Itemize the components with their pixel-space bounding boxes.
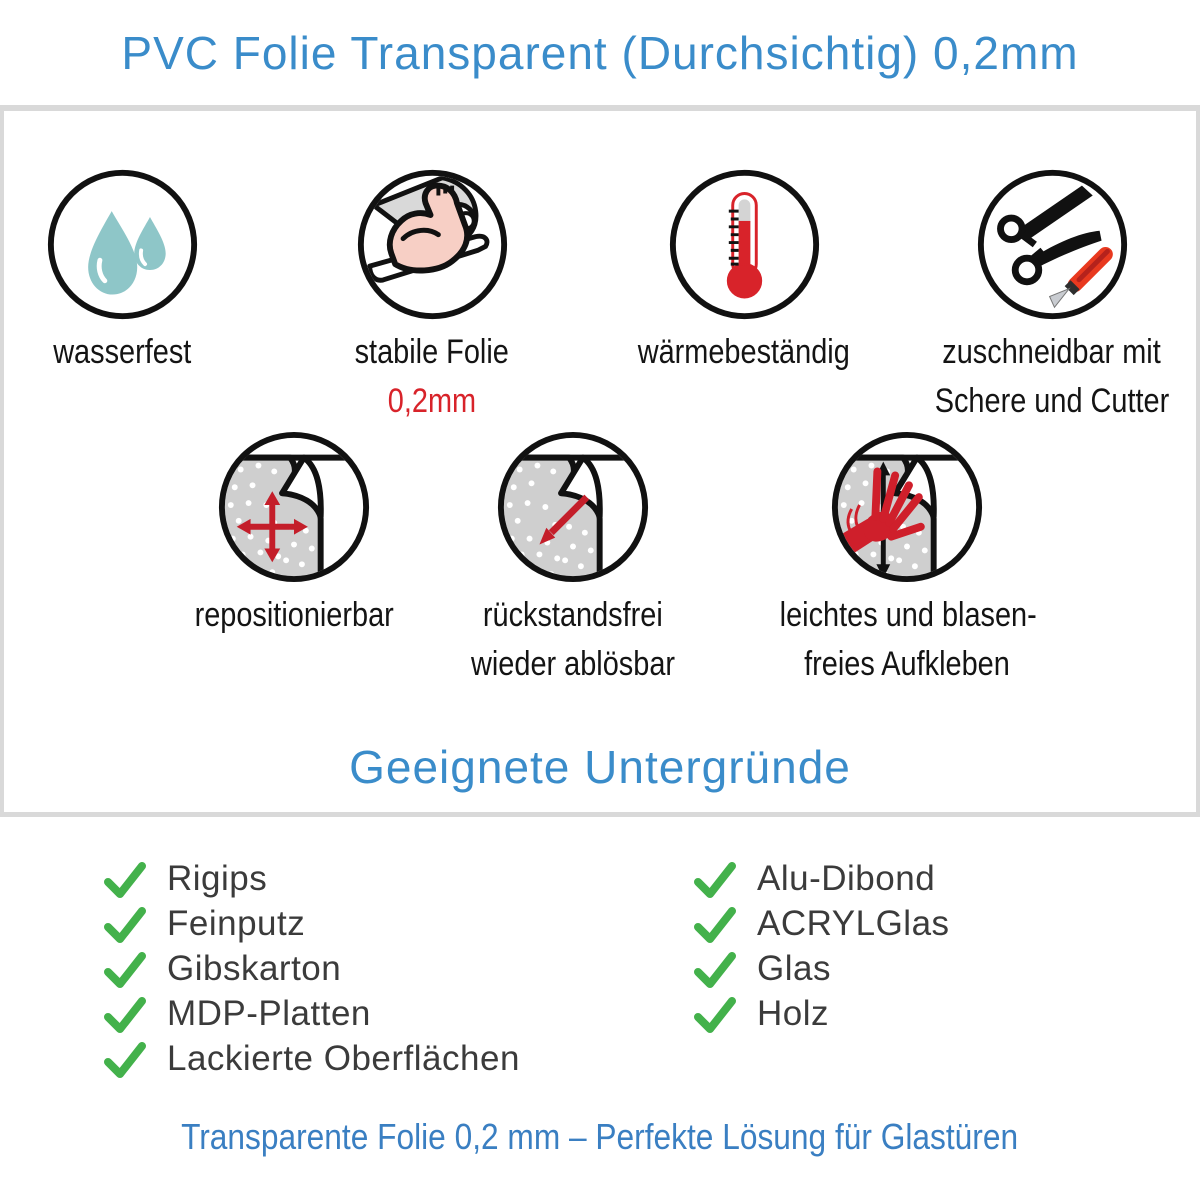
thermometer-icon bbox=[666, 166, 823, 323]
substrate-label: Gibskarton bbox=[167, 949, 342, 988]
feature-blasenfrei bbox=[757, 428, 1057, 684]
check-icon bbox=[103, 907, 147, 945]
foil-peel-arrow-icon bbox=[494, 428, 652, 586]
footer-tagline bbox=[0, 1116, 1200, 1158]
substrate-label: Lackierte Oberflächen bbox=[167, 1039, 520, 1078]
feature-stabile-folie bbox=[282, 166, 582, 421]
feature-label: zuschneidbar mit bbox=[942, 333, 1162, 371]
feature-label-line2: wieder ablösbar bbox=[470, 645, 676, 683]
feature-rueckstandsfrei bbox=[423, 428, 723, 684]
substrate-label: ACRYLGlas bbox=[757, 904, 950, 943]
check-icon bbox=[693, 907, 737, 945]
footer-tagline-text: Transparente Folie 0,2 mm – Perfekte Lösung für Glastüren bbox=[181, 1116, 1019, 1157]
check-icon bbox=[693, 997, 737, 1035]
substrates-heading: Geeignete Untergründe bbox=[349, 741, 851, 793]
feature-wasserfest bbox=[0, 166, 272, 372]
feature-label: leichtes und blasen- bbox=[779, 596, 1037, 634]
check-icon bbox=[103, 862, 147, 900]
feature-repositionierbar bbox=[144, 428, 444, 635]
feature-label-line2: Schere und Cutter bbox=[934, 382, 1170, 420]
feature-label: rückstandsfrei bbox=[483, 596, 663, 634]
page-title: PVC Folie Transparent (Durchsichtig) 0,2mm bbox=[121, 27, 1079, 79]
substrate-label: Glas bbox=[757, 949, 831, 988]
check-icon bbox=[693, 952, 737, 990]
substrate-label: Feinputz bbox=[167, 904, 306, 943]
muscle-foil-icon bbox=[354, 166, 511, 323]
check-icon bbox=[103, 1042, 147, 1080]
substrate-label: Alu-Dibond bbox=[757, 859, 936, 898]
feature-label: repositionierbar bbox=[194, 596, 394, 634]
feature-label-line2: freies Aufkleben bbox=[804, 645, 1010, 683]
feature-waermebestaendig bbox=[594, 166, 894, 372]
substrate-label: Holz bbox=[757, 994, 830, 1033]
substrate-label: Rigips bbox=[167, 859, 268, 898]
check-icon bbox=[693, 862, 737, 900]
feature-zuschneidbar bbox=[902, 166, 1200, 421]
foil-move-arrows-icon bbox=[215, 428, 373, 586]
feature-label: stabile Folie bbox=[354, 333, 510, 371]
foil-hand-smooth-icon bbox=[828, 428, 986, 586]
water-drops-icon bbox=[44, 166, 201, 323]
check-icon bbox=[103, 952, 147, 990]
feature-label: wasserfest bbox=[52, 333, 192, 371]
feature-label: wärmebeständig bbox=[637, 333, 851, 371]
feature-thickness-label: 0,2mm bbox=[387, 382, 477, 420]
substrate-label: MDP-Platten bbox=[167, 994, 371, 1033]
scissors-cutter-icon bbox=[974, 166, 1131, 323]
check-icon bbox=[103, 997, 147, 1035]
